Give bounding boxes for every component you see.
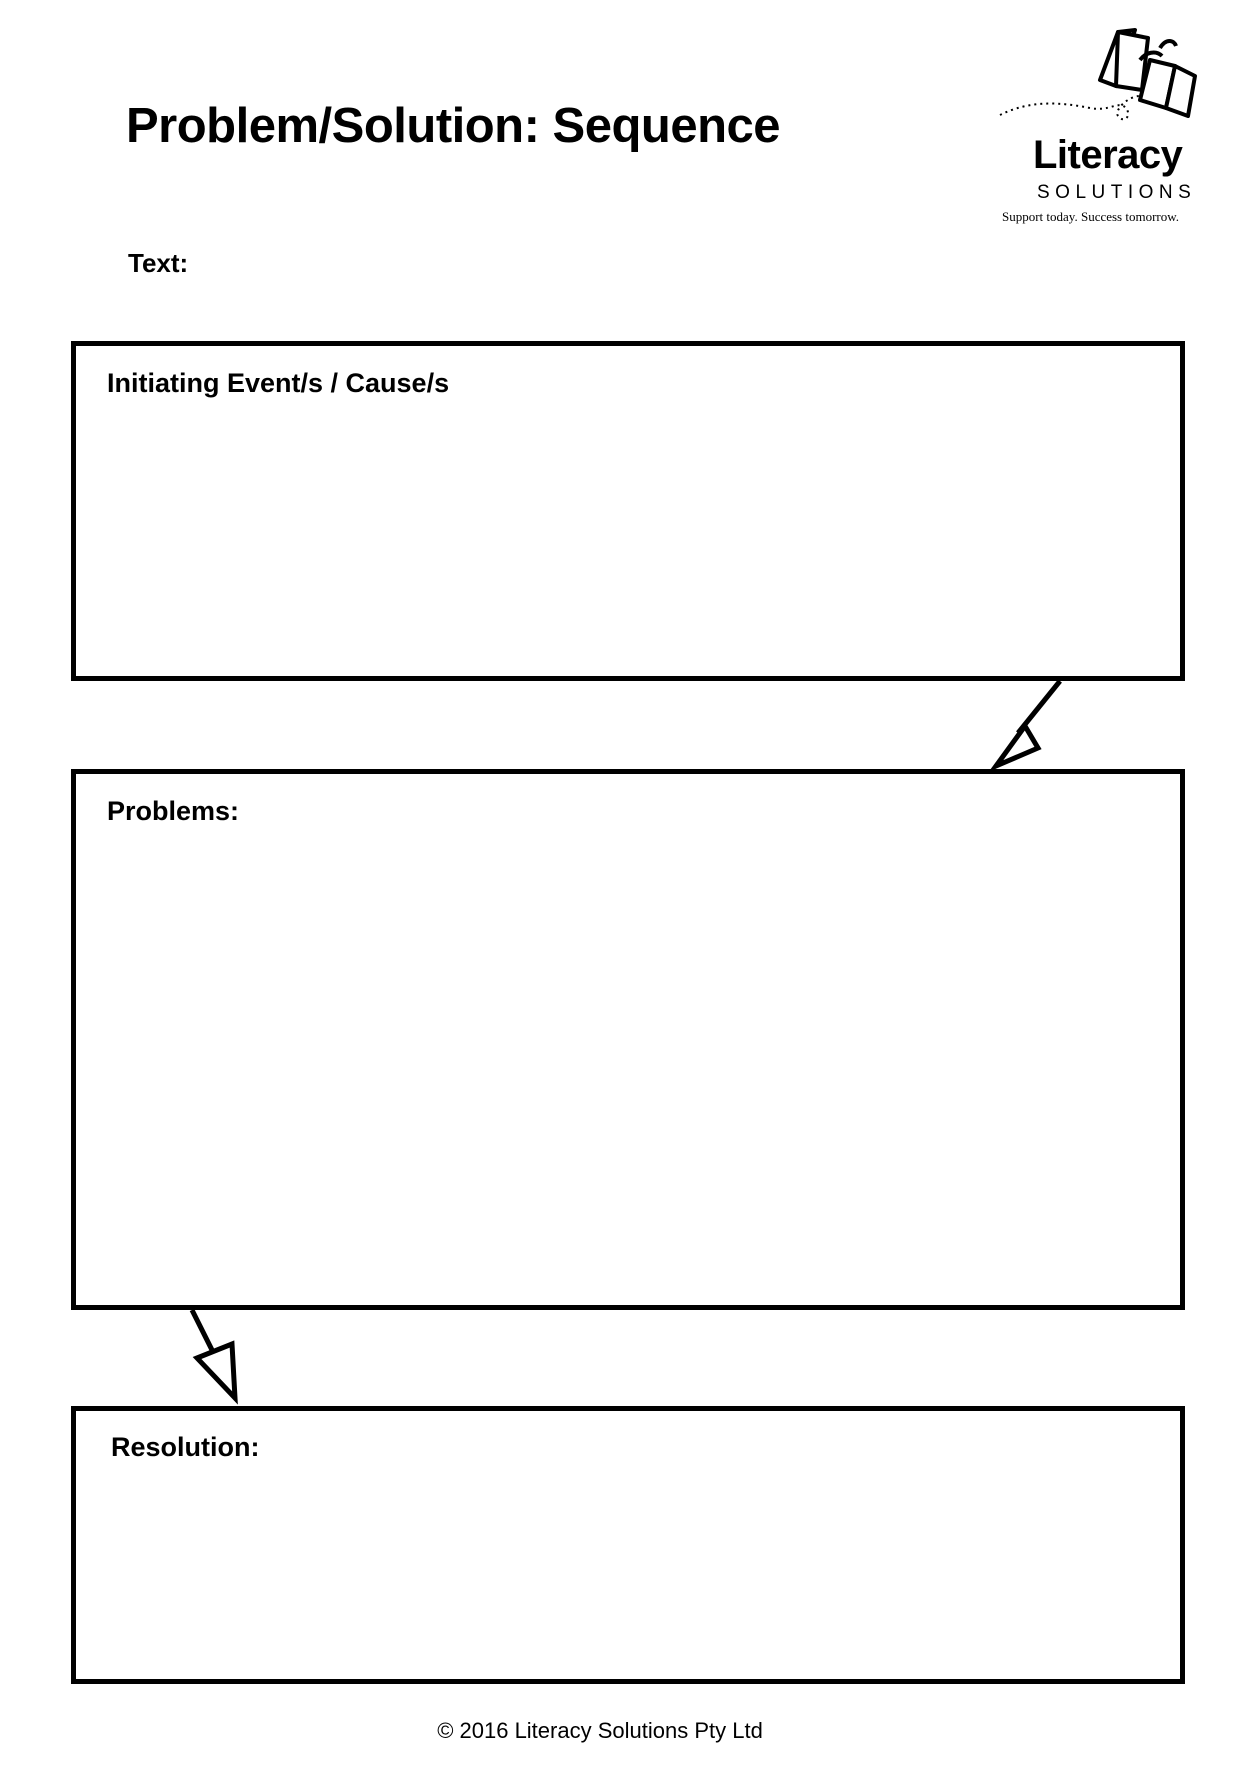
logo-tagline: Support today. Success tomorrow. [1002,209,1180,224]
arrow-down-right-icon [185,1306,255,1406]
arrow-down-left-icon [990,678,1080,774]
problems-box[interactable] [71,769,1185,1310]
copyright-footer: © 2016 Literacy Solutions Pty Ltd [437,1718,763,1743]
initiating-events-label: Initiating Event/s / Cause/s [107,368,450,398]
resolution-label: Resolution: [111,1432,260,1462]
problems-label: Problems: [107,796,240,826]
literacy-solutions-logo [990,20,1230,230]
logo-subtitle: SOLUTIONS [1037,182,1197,203]
page-title: Problem/Solution: Sequence [126,99,781,153]
initiating-events-box[interactable] [71,341,1185,681]
text-label: Text: [128,248,189,278]
resolution-box[interactable] [71,1406,1185,1684]
logo-wordmark: Literacy [1033,133,1183,177]
